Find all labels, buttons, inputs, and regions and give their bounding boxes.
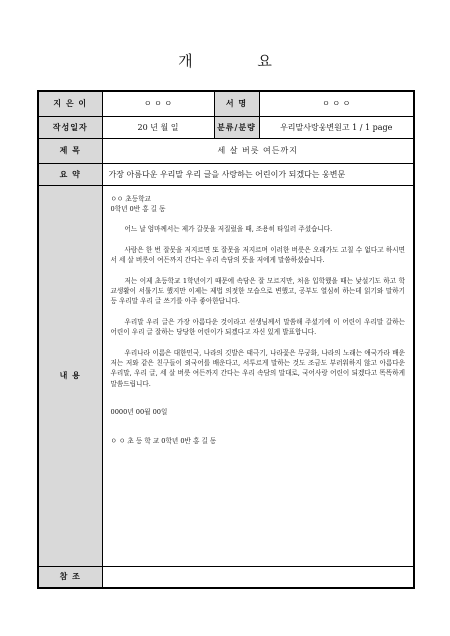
paragraph-4: 우리말 우리 글은 가장 아름다운 것이라고 선생님께서 말씀해 주셨기에 이 어린이 우리말 갈하는 어린이 우리 글 잘하는 당당한 어린이가 되겠다고 자신 있게 발표합니다. bbox=[110, 317, 405, 337]
subject-value: 세 살 버릇 여든까지 bbox=[102, 138, 414, 163]
summary-form bbox=[37, 90, 415, 589]
author-label: 지 은 이 bbox=[38, 91, 102, 116]
student-name: 0학년 0반 홍 길 동 bbox=[110, 204, 166, 213]
content-cell bbox=[102, 185, 414, 566]
category-value: 우리말사랑웅변원고 1 / 1 page bbox=[259, 116, 414, 138]
author-value: ㅇ ㅇ ㅇ bbox=[102, 91, 214, 116]
speech-content bbox=[103, 186, 414, 566]
paragraph-2: 사람은 한 번 잘못을 저지르면 또 잘못을 저지르며 이러한 버릇은 오래가도 고칠 수 없다고 하시면서 세 살 버릇이 여든까지 간다는 우리 속담의 뜻을 저에게 말씀하셨습니다. bbox=[110, 245, 405, 265]
signature-label: 서 명 bbox=[214, 91, 259, 116]
subject-label: 제 목 bbox=[38, 138, 102, 163]
signature-line: ㅇ ㅇ 초 등 학 교 0학년 0반 홍 길 동 bbox=[110, 436, 217, 445]
summary-value: 가장 아름다운 우리말 우리 글을 사랑하는 어린이가 되겠다는 웅변문 bbox=[102, 163, 414, 185]
document-title: 개 요 bbox=[178, 52, 302, 70]
paragraph-3: 저는 이제 초등학교 1학년이기 때문에 속담은 잘 모르지만, 처음 입학했을 때는 낯설기도 하고 학교생활이 서툴기도 했지만 이제는 제법 의젓한 모습으로 변했고, 공부도 열심히 하는데 읽기와 말하기 등 우리말 우리 글 쓰기를 아주 좋아한답니다. bbox=[110, 276, 405, 306]
content-label: 내 용 bbox=[38, 185, 102, 566]
paragraph-5: 우리나라 이름은 대한민국, 나라의 깃발은 태극기, 나라꽃은 무궁화, 나라의 노래는 애국가라 배운 저는 저와 같은 친구들이 외국어를 배운다고, 서투르게 말하는 것도 조금도 부러워하지 않고 아름다운 우리말, 우리 글, 세 살 버릇 여든까지 간다는 우리 속담의 말대로, 국어사랑 어린이 되겠다고 똑똑하게 말씀드립니다. bbox=[110, 348, 405, 388]
date-label: 작성일자 bbox=[38, 116, 102, 138]
paragraph-1: 어느 날 엄마께서는 제가 갈못을 저질렀을 때, 조용히 타일러 주셨습니다. bbox=[124, 225, 333, 234]
reference-value bbox=[102, 566, 414, 588]
summary-label: 요 약 bbox=[38, 163, 102, 185]
date-line: 0000년 00월 00일 bbox=[110, 408, 168, 417]
category-label: 분류/분량 bbox=[214, 116, 259, 138]
reference-label: 참 조 bbox=[38, 566, 102, 588]
date-value: 20 년 월 일 bbox=[102, 116, 214, 138]
school-name: ㅇㅇ 초등학교 bbox=[110, 194, 151, 203]
signature-value: ㅇ ㅇ ㅇ bbox=[259, 91, 414, 116]
